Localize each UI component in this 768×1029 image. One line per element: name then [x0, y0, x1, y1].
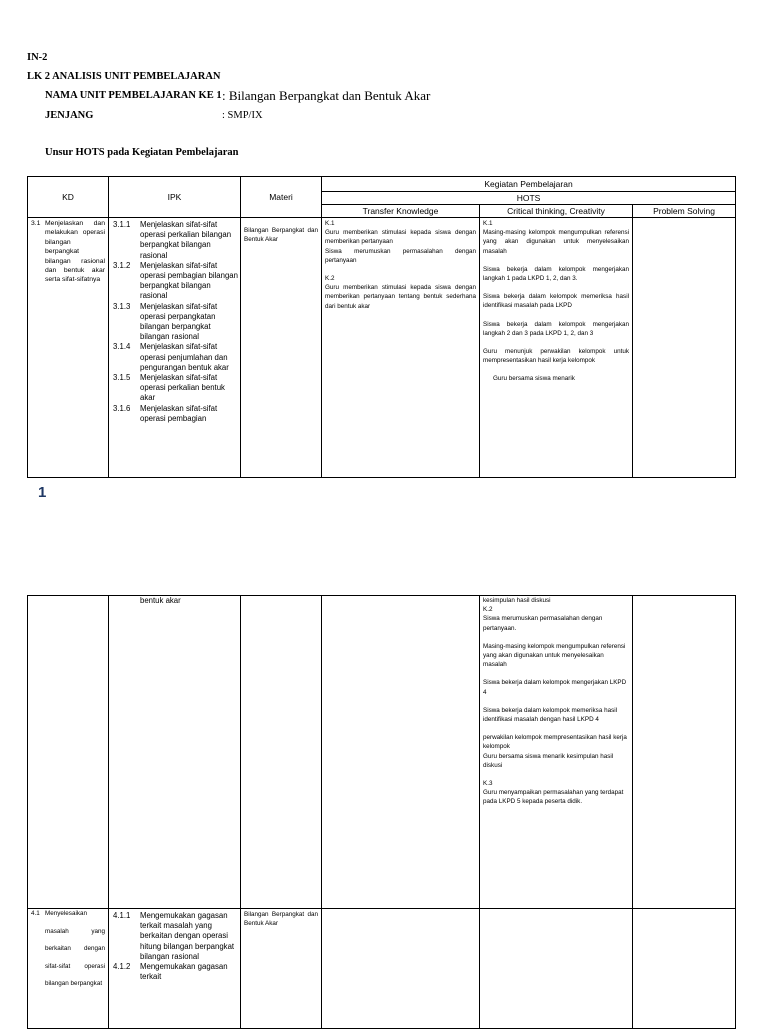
activity-text: Siswa bekerja dalam kelompok memeriksa hasil identifikasi masalah dengan hasil LKPD 4 [483, 706, 618, 724]
activity-text: Siswa merumuskan permasalahan dengan pertanyaan. [483, 615, 603, 632]
ipk-item: 3.1.6 Menjelaskan sifat-sifat operasi pembagian [113, 403, 218, 423]
kd-text: Menyelesaikan masalah yang berkaitan dengan sifat-sifat operasi bilangan berpangkat [45, 910, 105, 987]
header-critical-thinking: Critical thinking, Creativity [480, 205, 633, 218]
ipk-cell [109, 909, 241, 1029]
activity-text: Guru bersama siswa menarik kesimpulan hasil diskusi [483, 752, 614, 769]
header-ipk: IPK [109, 177, 241, 218]
materi-cell [241, 909, 322, 1029]
activity-label: K.2 [325, 275, 335, 283]
critical-thinking-cell [480, 909, 633, 1029]
activity-text: Masing-masing kelompok mengumpulkan referensi yang akan digunakan untuk menyelesaikan masalah [483, 229, 629, 255]
header-problem-solving: Problem Solving [633, 205, 736, 218]
document-code: IN-2 [27, 52, 48, 63]
activity-text: Guru menyampaikan permasalahan yang terdapat pada LKPD 5 kepada peserta didik. [483, 789, 624, 806]
kd-cell [28, 596, 109, 909]
kd-text: Menjelaskan dan melakukan operasi bilangan berpangkat bilangan rasional dan bentuk akar serta sifat-sifatnya [45, 220, 105, 284]
header-kegiatan: Kegiatan Pembelajaran [322, 177, 736, 192]
materi-text: Bilangan Berpangkat dan Bentuk Akar [244, 227, 318, 244]
activity-text: Siswa bekerja dalam kelompok mengerjakan langkah 1 pada LKPD 1, 2, dan 3. [483, 265, 629, 283]
header-kd: KD [28, 177, 109, 218]
kd-number: 4.1 [31, 910, 40, 917]
section-title: Unsur HOTS pada Kegiatan Pembelajaran [45, 147, 239, 158]
ipk-item: 3.1.3 Menjelaskan sifat-sifat operasi perpangkatan bilangan berpangkat bilangan rasional [113, 301, 218, 342]
ipk-cell [109, 596, 241, 909]
ipk-cell [109, 218, 241, 478]
transfer-knowledge-cell [322, 596, 480, 909]
transfer-knowledge-cell [322, 909, 480, 1029]
header-hots: HOTS [322, 192, 736, 205]
hots-table-page1 [27, 176, 736, 478]
activity-text: kesimpulan hasil diskusi [483, 597, 551, 604]
level-label: JENJANG [45, 110, 94, 121]
activity-text: Masing-masing kelompok mengumpulkan referensi yang akan digunakan untuk menyelesaikan masalah [483, 642, 626, 669]
activity-text: Siswa merumuskan permasalahan dengan pertanyaan [325, 247, 476, 264]
activity-text: Siswa bekerja dalam kelompok mengerjakan LKPD 4 [483, 679, 627, 696]
activity-label: K.1 [325, 220, 335, 227]
activity-text: Guru memberikan stimulasi kepada siswa dengan memberikan pertanyaan tentang bentuk sederhana dari bentuk akar [325, 284, 476, 310]
activity-label: K.1 [483, 220, 493, 227]
critical-thinking-cell [480, 218, 633, 478]
ipk-item: 4.1.2 Mengemukakan gagasan terkait [113, 962, 228, 982]
activity-text: Guru bersama siswa menarik [493, 375, 575, 383]
transfer-knowledge-cell [322, 218, 480, 478]
problem-solving-cell [633, 218, 736, 478]
document-title: LK 2 ANALISIS UNIT PEMBELAJARAN [27, 71, 221, 82]
kd-cell [28, 909, 109, 1029]
critical-thinking-cell [480, 596, 633, 909]
activity-label: K.3 [483, 780, 493, 788]
activity-text: perwakilan kelompok mempresentasikan hasil kerja kelompok [483, 734, 627, 751]
ipk-item: 3.1.4 Menjelaskan sifat-sifat operasi penjumlahan dan pengurangan bentuk akar [113, 342, 229, 372]
activity-text: Guru memberikan stimulasi kepada siswa dengan memberikan pertanyaan [325, 229, 476, 246]
activity-text: Siswa bekerja dalam kelompok mengerjakan langkah 2 dan 3 pada LKPD 1, 2, dan 3 [483, 320, 629, 337]
kd-number: 3.1 [31, 220, 41, 227]
ipk-item: 3.1.1 Menjelaskan sifat-sifat operasi perkalian bilangan berpangkat bilangan rasional [113, 220, 232, 260]
materi-cell [241, 596, 322, 909]
materi-cell [241, 218, 322, 478]
ipk-item: 3.1.5 Menjelaskan sifat-sifat operasi perkalian bentuk akar [113, 373, 225, 403]
activity-label: K.2 [483, 606, 493, 614]
ipk-continuation: bentuk akar [140, 596, 181, 605]
header-materi: Materi [241, 177, 322, 218]
activity-text: Guru menunjuk perwakilan kelompok untuk mempresentasikan hasil kerja kelompok [483, 348, 629, 365]
ipk-item: 3.1.2 Menjelaskan sifat-sifat operasi pembagian bilangan berpangkat bilangan rasional [113, 260, 238, 301]
materi-text: Bilangan Berpangkat dan Bentuk Akar [244, 911, 318, 928]
hots-table-page2 [27, 595, 736, 1029]
unit-value: : Bilangan Berpangkat dan Bentuk Akar [222, 88, 431, 103]
problem-solving-cell [633, 596, 736, 909]
level-value: : SMP/IX [222, 110, 263, 121]
unit-label: NAMA UNIT PEMBELAJARAN KE 1 [45, 90, 222, 101]
problem-solving-cell [633, 909, 736, 1029]
header-transfer-knowledge: Transfer Knowledge [322, 205, 480, 218]
activity-text: Siswa bekerja dalam kelompok memeriksa hasil identifikasi masalah pada LKPD [483, 293, 629, 310]
kd-cell [28, 218, 109, 478]
page-number: 1 [38, 484, 47, 501]
ipk-item: 4.1.1 Mengemukakan gagasan terkait masalah yang berkaitan dengan operasi hitung bilangan berpangkat bilangan rasional [113, 911, 235, 961]
